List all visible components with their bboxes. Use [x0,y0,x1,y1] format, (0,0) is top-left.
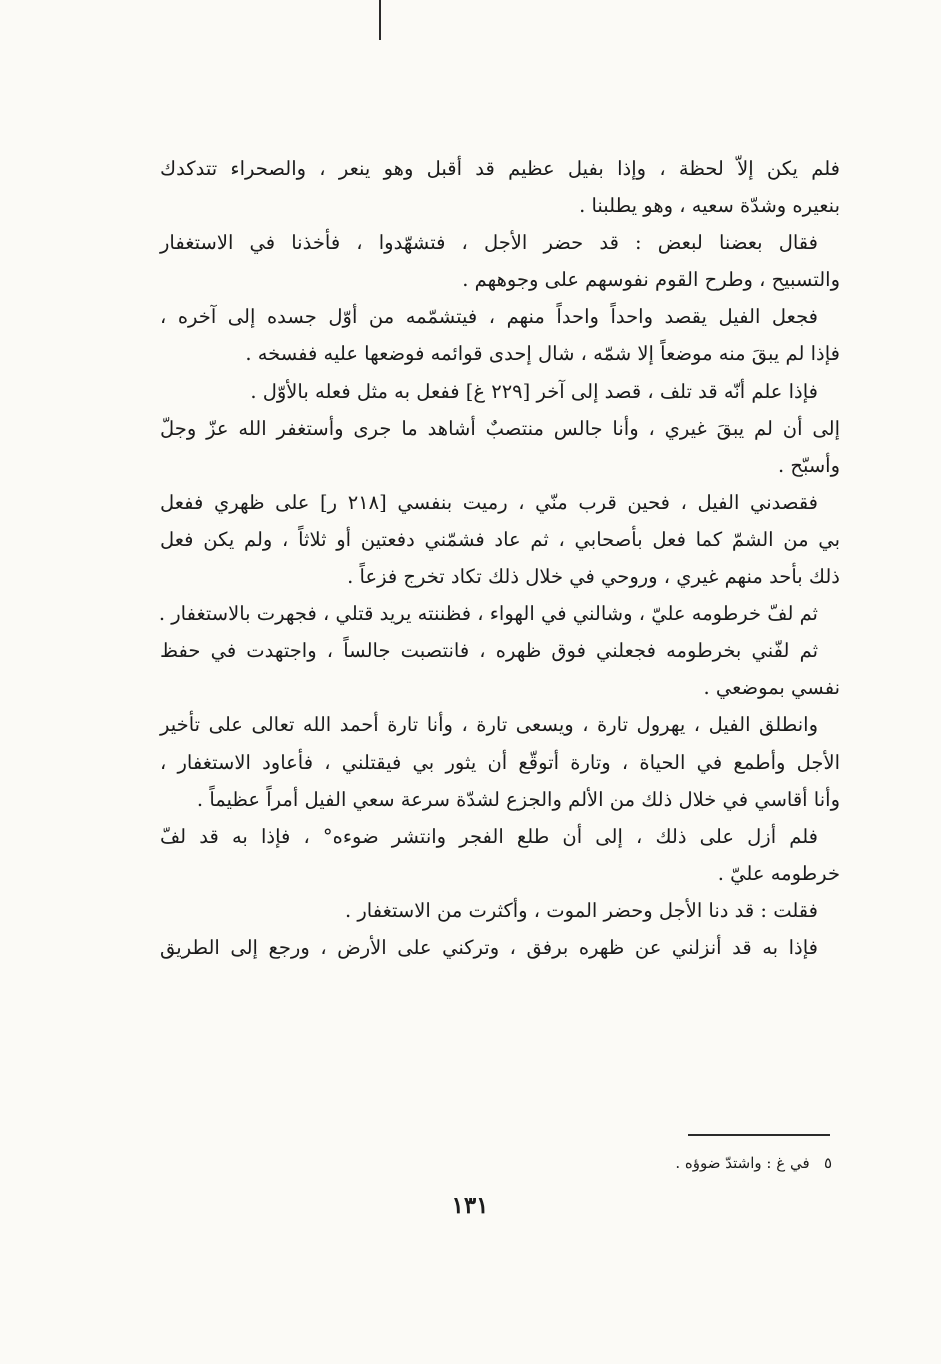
text-line: فإذا علم أنّه قد تلف ، قصد إلى آخر [٢٢٩ غ] ففعل به مثل فعله بالأوّل . [250,379,818,403]
text-line: خرطومه عليّ . [717,861,840,885]
footnote-separator [688,1134,830,1136]
text-line: فقصدني الفيل ، فحين قرب منّي ، رميت بنفسي [٢١٨ ر] على ظهري ففعل [160,490,819,514]
text-line: والتسبيح ، وطرح القوم نفوسهم على وجوههم . [462,268,840,292]
text-line: نفسي بموضعي . [703,676,840,700]
page-number: ١٣١ [451,1192,489,1219]
text-line: ثم لفّ خرطومه عليّ ، وشالني في الهواء ، فظننته يريد قتلي ، فجهرت بالاستغفار . [158,602,818,626]
footnote [560,1152,832,1174]
text-line: بنعيره وشدّة سعيه ، وهو يطلبنا . [579,194,840,218]
footnote-marker: ٥ [823,1154,832,1172]
text-line: فإذا به قد أنزلني عن ظهره برفق ، وتركني على الأرض ، ورجع إلى الطريق [160,935,818,959]
text-line: فجعل الفيل يقصد واحداً واحداً منهم ، فيتشمّمه من أوّل جسده إلى آخره ، [160,305,818,329]
text-line: الأجل وأطمع في الحياة ، وتارة أتوقّع أن يثور بي فيقتلني ، فأعاود الاستغفار ، [160,750,840,774]
text-line: إلى أن لم يبقَ غيري ، وأنا جالس منتصبٌ أشاهد ما جرى وأستغفر الله عزّ وجلّ [160,416,840,440]
text-line: ثم لفّني بخرطومه فجعلني فوق ظهره ، فانتصبت جالساً ، واجتهدت في حفظ [160,639,818,663]
text-line: ذلك بأحد منهم غيري ، وروحي في خلال ذلك تكاد تخرج فزعاً . [347,565,840,589]
text-line: بي من الشمّ كما فعل بأصحابي ، ثم عاد فشمّني دفعتين أو ثلاثاً ، ولم يكن فعل [160,527,840,551]
footnote-text: في غ : واشتدّ ضوؤه . [675,1154,810,1172]
text-line: فلم أزل على ذلك ، إلى أن طلع الفجر وانتشر ضوءه° ، فإذا به قد لفّ [160,824,818,848]
text-line: وأنا أقاسي في خلال ذلك من الألم والجزع لشدّة سرعة سعي الفيل أمراً عظيماً . [196,787,840,811]
body-text [160,150,840,966]
text-line: فقلت : قد دنا الأجل وحضر الموت ، وأكثرت من الاستغفار . [344,898,818,922]
text-line: فقال بعضنا لبعض : قد حضر الأجل ، فتشهّدوا ، فأخذنا في الاستغفار [160,231,818,255]
text-line: وأسبّح . [777,453,840,477]
text-line: وانطلق الفيل ، يهرول تارة ، ويسعى تارة ، وأنا تارة أحمد الله تعالى على تأخير [160,713,818,737]
text-line: فإذا لم يبقَ منه موضعاً إلا شمّه ، شال إحدى قوائمه فوضعها عليه ففسخه . [245,342,840,366]
top-margin-rule [379,0,381,40]
text-line: فلم يكن إلاّ لحظة ، وإذا بفيل عظيم قد أقبل وهو ينعر ، والصحراء تتدكدك [160,157,840,180]
